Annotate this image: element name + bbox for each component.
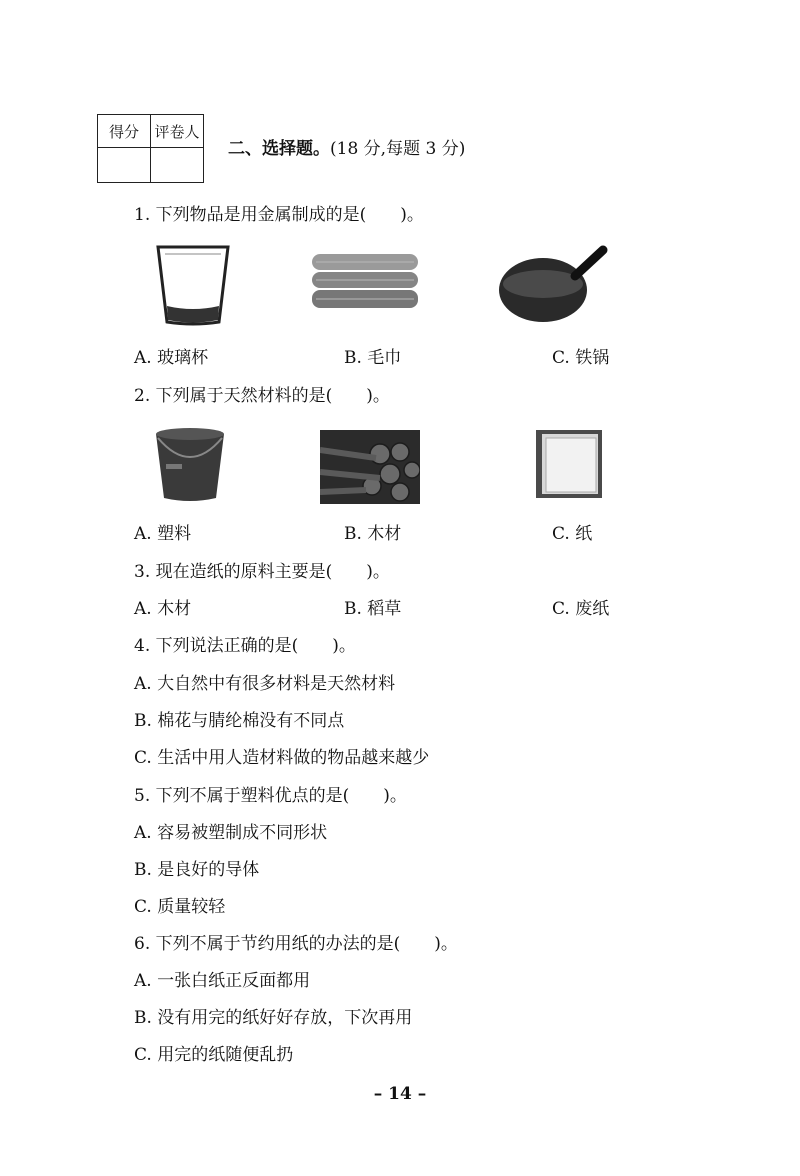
page-number: – 14 – [373,1084,427,1104]
question-1-stem: 1. 下列物品是用金属制成的是( )。 [134,205,424,225]
question-1-option-b[interactable]: B. 毛巾 [344,348,402,368]
question-2-option-c[interactable]: C. 纸 [552,524,593,544]
wood-logs-image [320,430,420,504]
section-heading: 二、选择题。 [228,139,330,159]
section-note: (18 分,每题 3 分) [330,139,466,159]
grader-cell[interactable] [151,148,204,183]
towel-image [310,250,420,314]
question-6-stem: 6. 下列不属于节约用纸的办法的是( )。 [134,934,458,954]
question-3-option-a[interactable]: A. 木材 [134,599,192,619]
question-6-option-c[interactable]: C. 用完的纸随便乱扔 [134,1045,294,1065]
question-2-option-b[interactable]: B. 木材 [344,524,402,544]
question-2-option-a[interactable]: A. 塑料 [134,524,192,544]
question-5-option-c[interactable]: C. 质量较轻 [134,897,226,917]
question-1-option-a[interactable]: A. 玻璃杯 [134,348,209,368]
question-5-option-a[interactable]: A. 容易被塑制成不同形状 [134,823,328,843]
section-title [228,138,465,160]
question-4-option-b[interactable]: B. 棉花与腈纶棉没有不同点 [134,711,345,731]
glass-cup-image [155,244,231,326]
score-box [97,114,204,183]
question-4-stem: 4. 下列说法正确的是( )。 [134,636,356,656]
question-3-option-c[interactable]: C. 废纸 [552,599,610,619]
score-cell[interactable] [98,148,151,183]
question-4-option-a[interactable]: A. 大自然中有很多材料是天然材料 [134,674,396,694]
question-4-option-c[interactable]: C. 生活中用人造材料做的物品越来越少 [134,748,430,768]
question-1-option-c[interactable]: C. 铁锅 [552,348,610,368]
question-5-option-b[interactable]: B. 是良好的导体 [134,860,260,880]
grader-header: 评卷人 [151,115,204,148]
question-3-option-b[interactable]: B. 稻草 [344,599,402,619]
question-2-stem: 2. 下列属于天然材料的是( )。 [134,386,390,406]
paper-stack-image [532,426,606,502]
question-5-stem: 5. 下列不属于塑料优点的是( )。 [134,786,407,806]
question-6-option-a[interactable]: A. 一张白纸正反面都用 [134,971,311,991]
iron-wok-image [497,244,609,326]
question-3-stem: 3. 现在造纸的原料主要是( )。 [134,562,390,582]
plastic-bucket-image [152,426,228,504]
score-header: 得分 [98,115,151,148]
question-6-option-b[interactable]: B. 没有用完的纸好好存放，下次再用 [134,1008,413,1028]
